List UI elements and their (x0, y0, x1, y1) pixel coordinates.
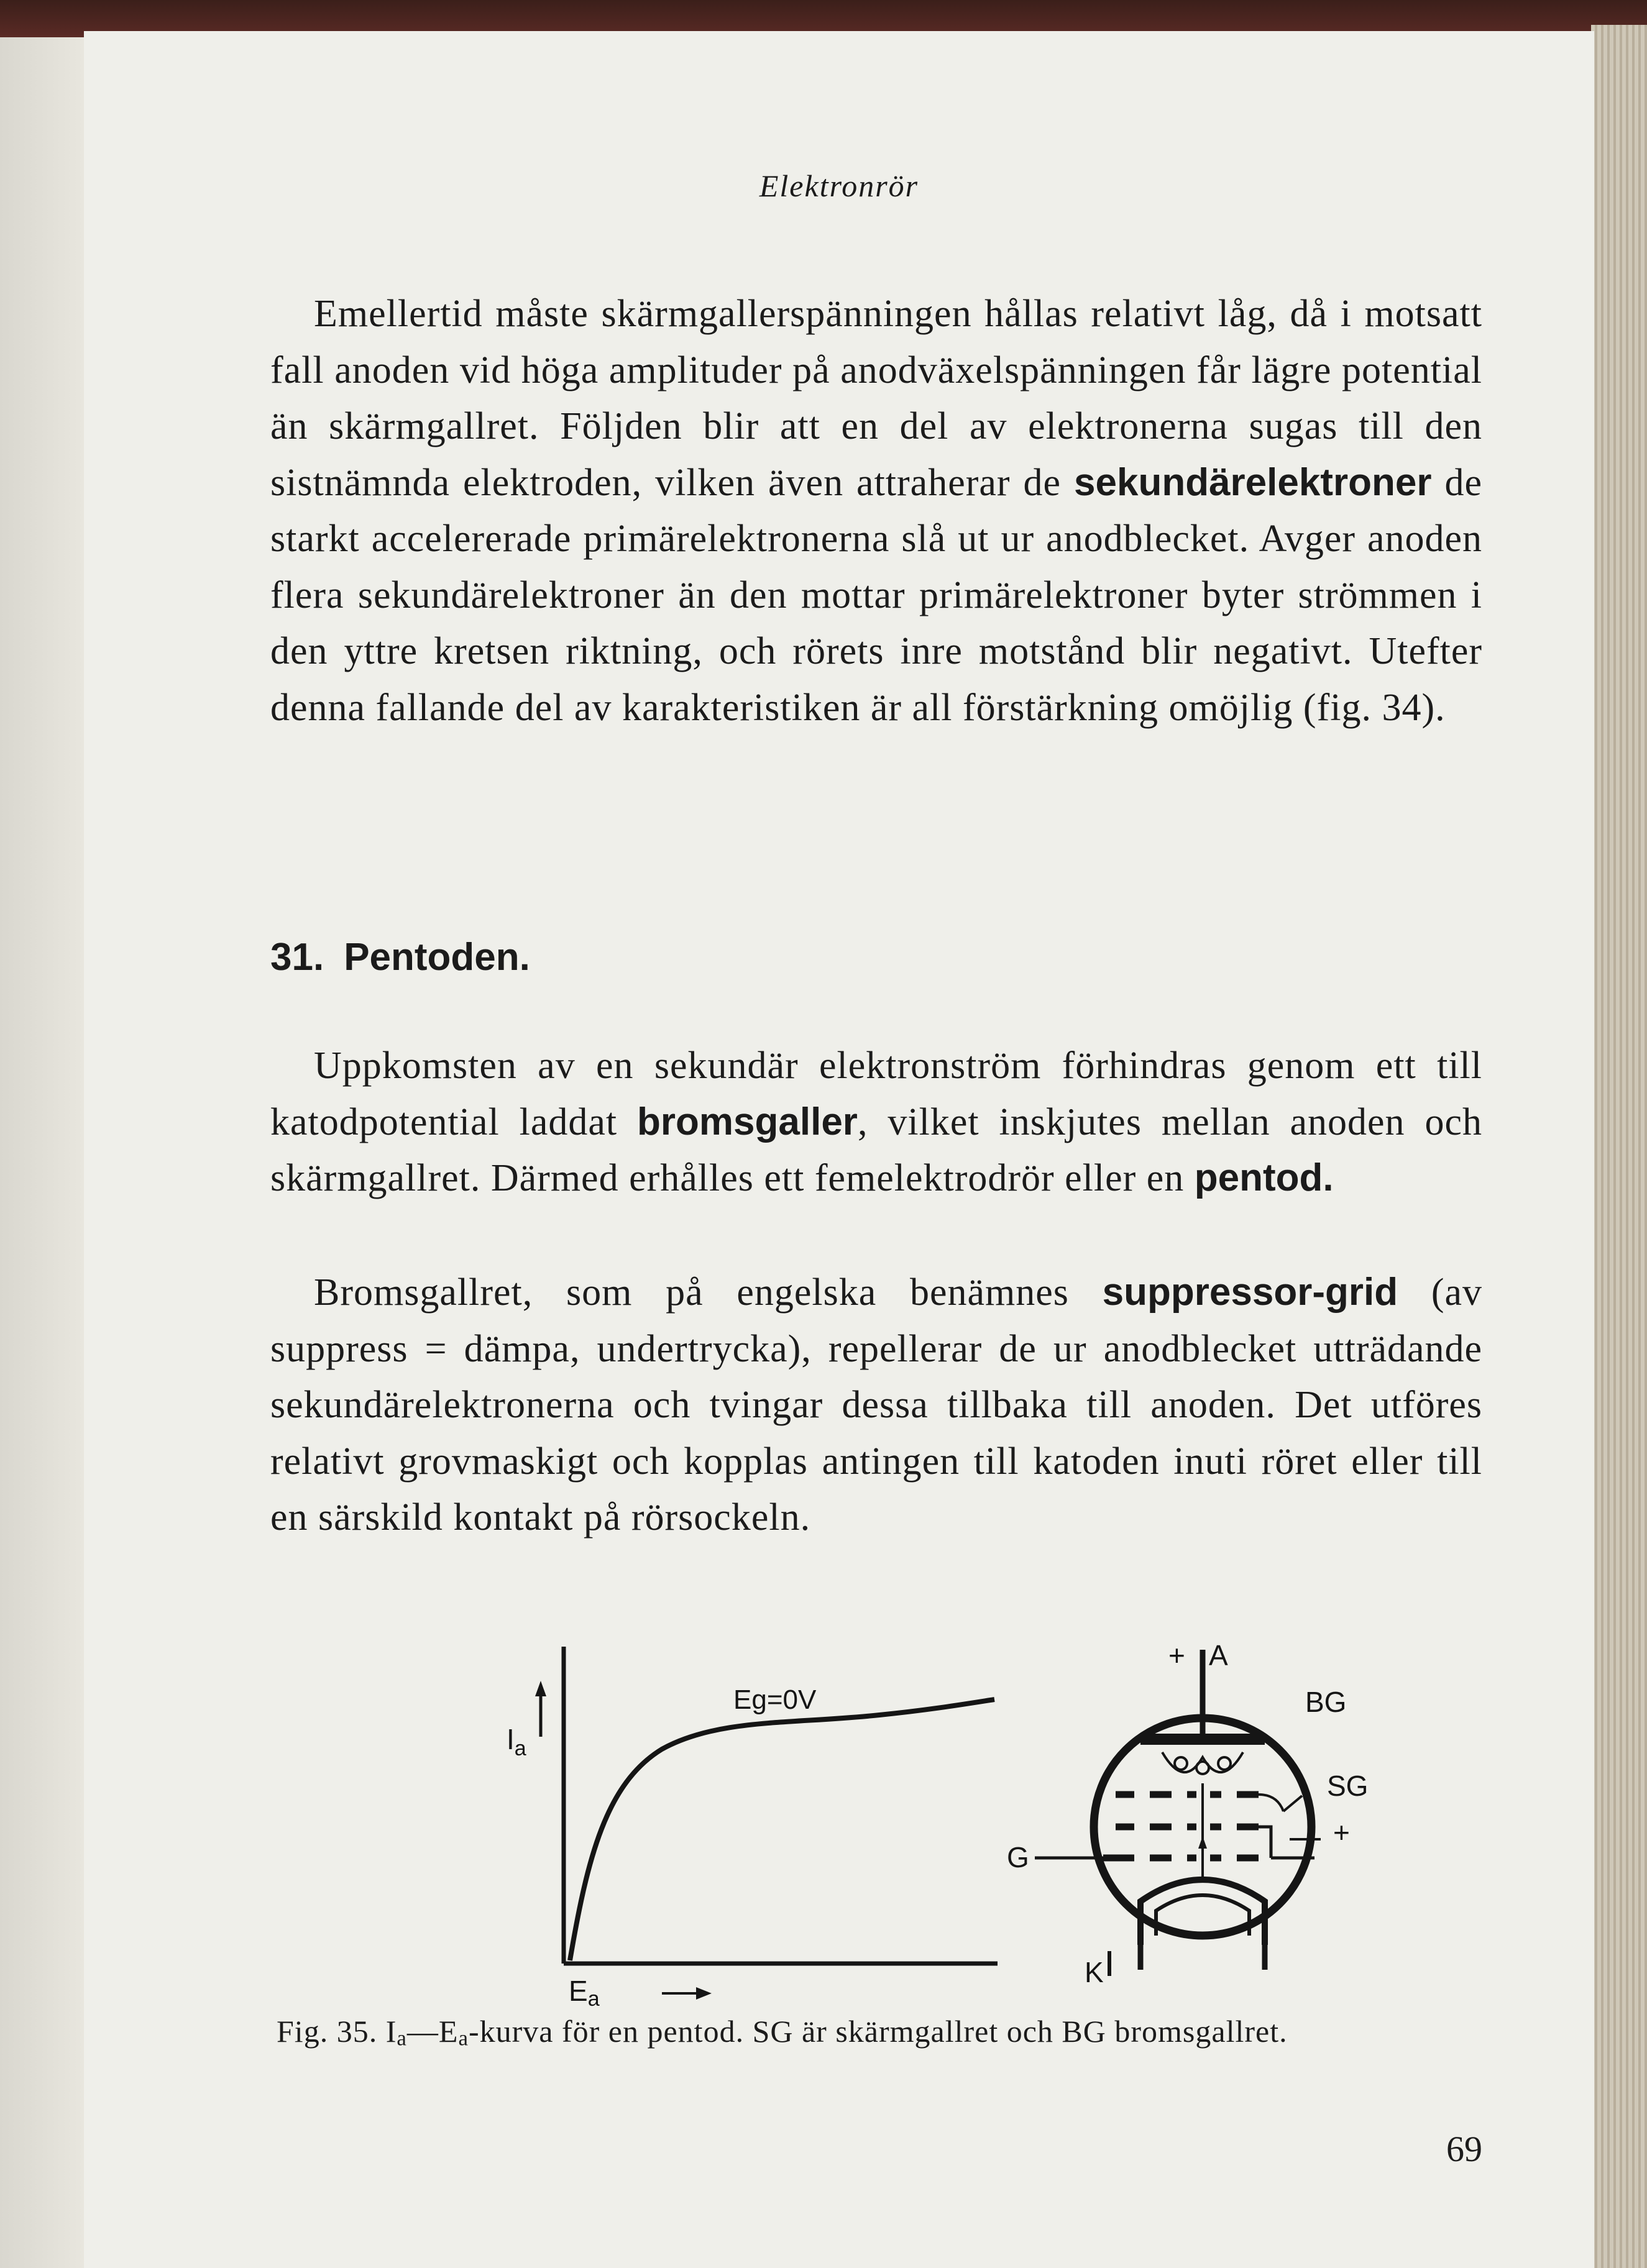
term-bromsgaller: bromsgaller (637, 1100, 858, 1143)
paragraph-2-text (270, 1038, 1482, 1207)
screen-grid-connection (1259, 1827, 1271, 1858)
beam-arrow (1198, 1836, 1207, 1849)
section-title: Pentoden. (344, 936, 530, 979)
label-bg: BG (1305, 1686, 1347, 1718)
paragraph-1-part-2: de starkt accelererade primärelektronerna slå ut ur anodblecket. Avger anoden flera sekundärelektroner än den mottar primärelektroner byter strömmen i den yttre kretsen riktning, och rörets inre motstånd blir negativt. Utefter denna fallande del av karakteristiken är all förstärkning omöjlig (fig. 34). (270, 461, 1482, 729)
electron-center (1196, 1762, 1209, 1774)
page-stack-edge (1591, 25, 1647, 2268)
paragraph-2 (270, 1038, 1482, 1207)
pentode-tube-symbol (1035, 1650, 1321, 1976)
bg-pointer (1283, 1796, 1302, 1811)
paragraph-1 (270, 286, 1482, 736)
suppressor-connection (1259, 1795, 1283, 1811)
caption-sub-1: a (397, 2026, 407, 2051)
term-pentod: pentod. (1194, 1156, 1334, 1199)
term-suppressor-grid: suppressor-grid (1102, 1271, 1398, 1314)
paragraph-1-text (270, 286, 1482, 736)
curve-label: Eg=0V (733, 1685, 817, 1715)
x-axis-label: Ea (569, 1975, 600, 2011)
label-k: K (1085, 1956, 1104, 1988)
characteristic-curve (570, 1699, 994, 1960)
x-axis-arrow-head (696, 1987, 712, 2000)
paragraph-3-part-1: Bromsgallret, som på engelska benämnes (314, 1271, 1103, 1314)
caption-rest: -kurva för en pentod. SG är skärmgallret och BG bromsgallret. (469, 2014, 1288, 2049)
book-page (84, 31, 1594, 2268)
plus-top: + (1168, 1639, 1185, 1671)
figure-35 (395, 1597, 1576, 2019)
label-anode: A (1209, 1639, 1228, 1671)
label-sg: SG (1327, 1770, 1369, 1802)
y-axis-label: $I_a$ (507, 1723, 526, 1760)
y-axis-arrow-head (535, 1681, 546, 1696)
paragraph-2-part-2: , vilket inskjutes mellan anoden och skärmgallret. Därmed erhålles ett femelektrodrör eller en (270, 1100, 1482, 1199)
paragraph-3-part-2: (av suppress = dämpa, undertrycka), repellerar de ur anodblecket utträdande sekundärelektronerna och tvingar dessa tillbaka till anoden. Det utföres relativt grovmaskigt och kopplas antingen till katoden inuti röret eller till en särskild kontakt på rörsockeln. (270, 1271, 1482, 1539)
paragraph-3 (270, 1264, 1482, 1546)
section-heading (270, 935, 530, 979)
figure-caption (277, 2013, 1495, 2056)
term-sekundarelektroner: sekundärelektroner (1074, 460, 1432, 504)
page-number: 69 (1446, 2129, 1482, 2169)
caption-prefix: Fig. 35. I (277, 2014, 397, 2049)
section-number: 31. (270, 936, 324, 979)
paragraph-1-part-1: Emellertid måste skärmgallerspänningen hållas relativt låg, då i motsatt fall anoden vid höga amplituder på anodväxelspänningen får lägre potential än skärmgallret. Följden blir att en del av elektronerna sugas till den sistnämnda elektroden, vilken även attraherar de (270, 293, 1482, 504)
caption-sub-2: a (458, 2026, 469, 2051)
plus-right: + (1333, 1816, 1350, 1849)
paragraph-3-text (270, 1264, 1482, 1546)
caption-mid: —E (406, 2014, 459, 2049)
anode-plate (1140, 1734, 1265, 1745)
label-g: G (1007, 1841, 1029, 1873)
electron-right (1218, 1757, 1231, 1770)
electron-left (1175, 1757, 1187, 1770)
paragraph-2-part-1: Uppkomsten av en sekundär elektronström förhindras genom ett till katodpotential laddat (270, 1045, 1482, 1143)
facing-page-edge (0, 37, 86, 2268)
running-head: Elektronrör (759, 168, 919, 203)
